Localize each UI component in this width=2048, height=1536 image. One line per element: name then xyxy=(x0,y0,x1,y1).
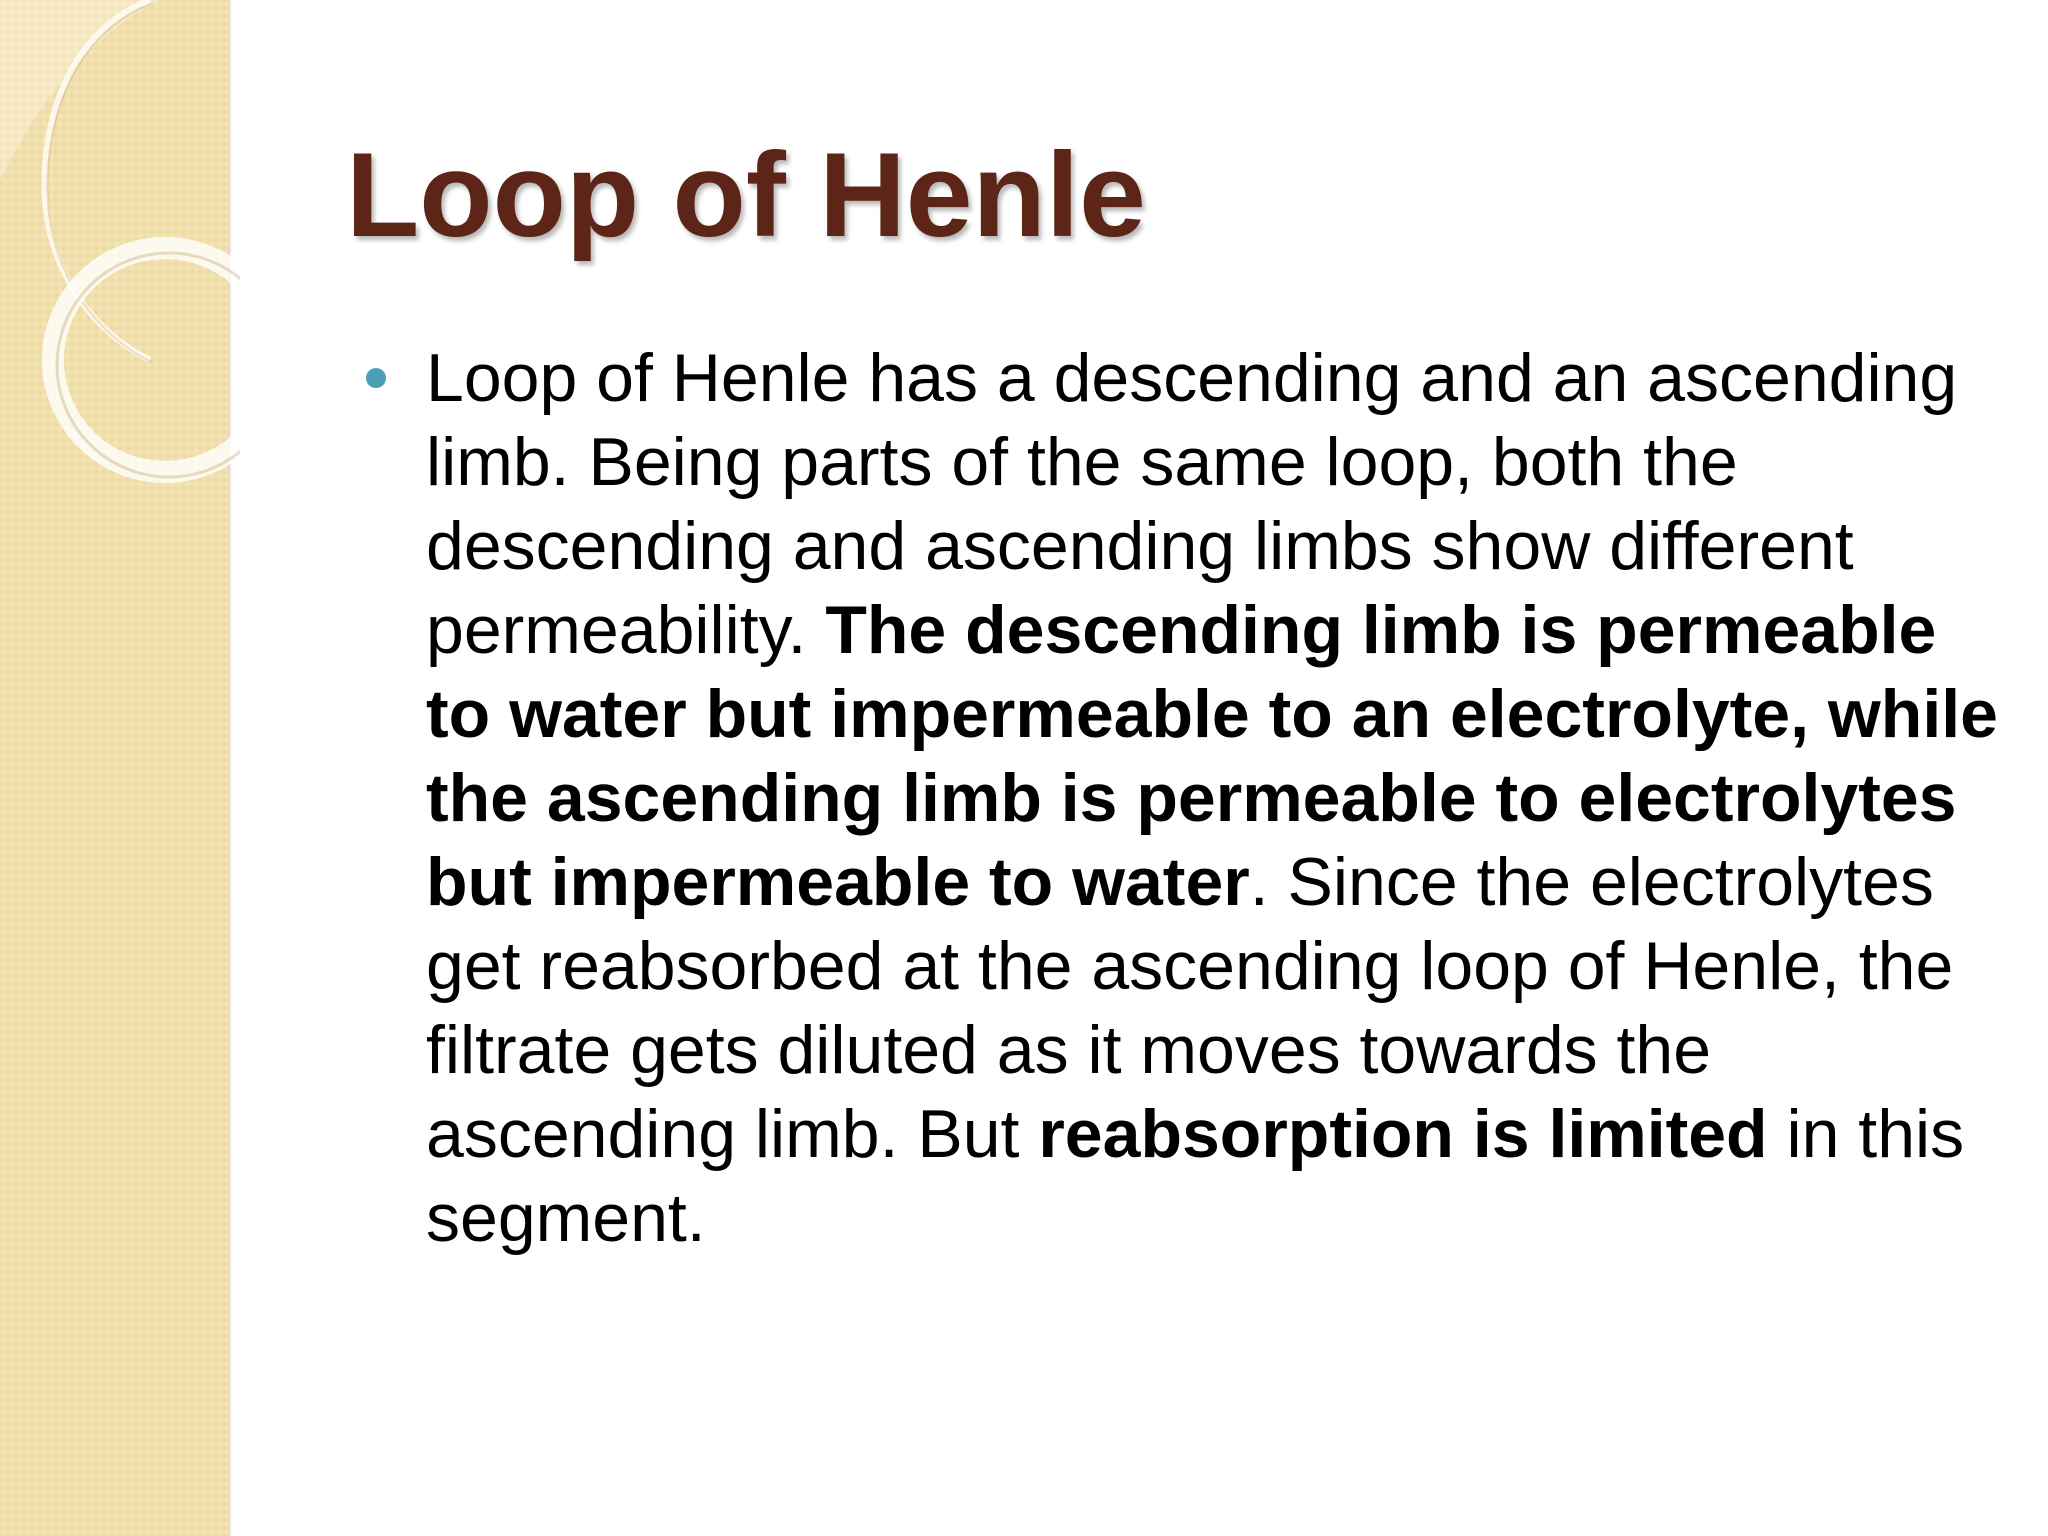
text-segment: in this segment. xyxy=(426,1096,1965,1256)
decorative-rings-icon xyxy=(0,0,240,560)
text-segment: . Since the electrolytes get reabsorbed at the ascending loop of Henle, the filtrate gets diluted as it moves towards the ascending limb. But xyxy=(426,844,1954,1172)
list-item xyxy=(366,336,2006,1260)
bullet-text xyxy=(426,336,2006,1260)
text-segment: Loop of Henle has a descending and an ascending limb. Being parts of the same loop, both the descending and ascending limbs show different permeability. xyxy=(426,340,1958,668)
bold-text-segment: The descending limb is permeable to water but impermeable to an electrolyte, while the ascending limb is permeable to electrolytes but impermeable to water xyxy=(426,592,1998,920)
bullet-dot-icon xyxy=(366,368,386,388)
bold-text-segment: reabsorption is limited xyxy=(1038,1096,1768,1172)
slide-title: Loop of Henle xyxy=(346,128,1146,262)
bullet-list xyxy=(366,336,2006,1260)
